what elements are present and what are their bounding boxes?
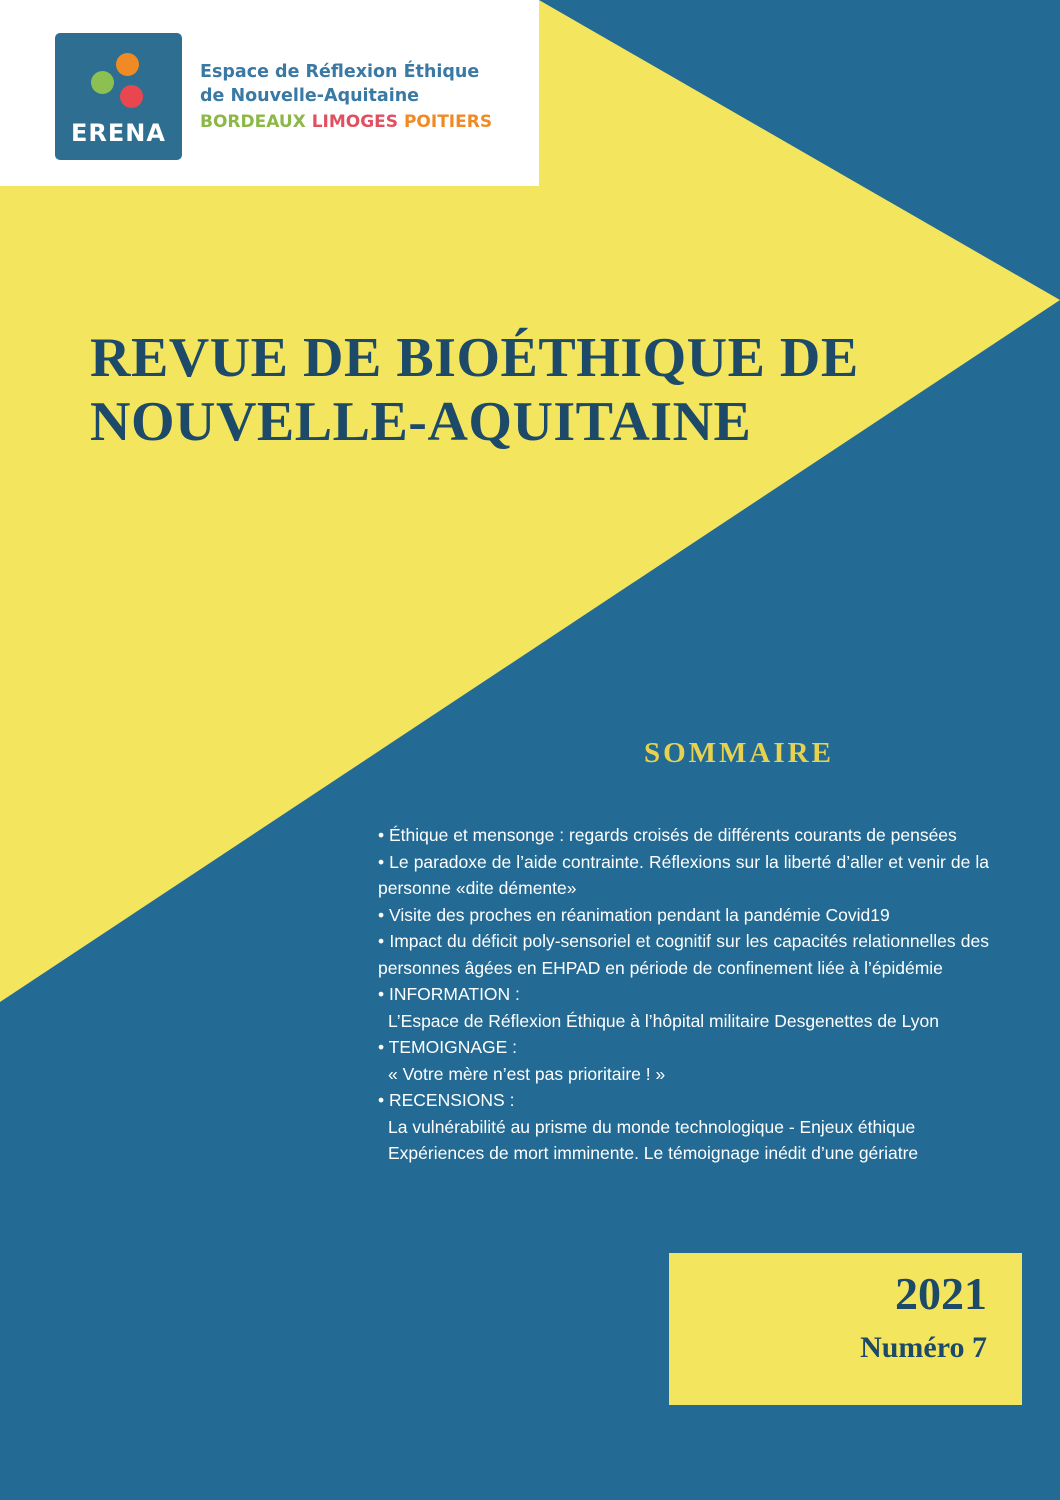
logo-header	[0, 0, 539, 186]
city-bordeaux: BORDEAUX	[200, 112, 306, 132]
orange-dot-icon	[116, 53, 139, 76]
toc-item-sensory-deficit: • Impact du déficit poly-sensoriel et cognitif sur les capacités relationnelles des personnes âgées en EHPAD en période de confinement liée à l’épidémie	[378, 931, 989, 978]
journal-title-line-1: REVUE DE BIOÉTHIQUE DE	[90, 327, 859, 389]
city-poitiers: POITIERS	[403, 112, 493, 132]
issue-box	[669, 1253, 1022, 1405]
toc-item-near-death: Expériences de mort imminente. Le témoignage inédit d’une gériatre	[388, 1143, 919, 1163]
toc-section-information: • INFORMATION :	[378, 984, 520, 1004]
erena-logo	[55, 33, 182, 160]
journal-title-line-2: NOUVELLE-AQUITAINE	[90, 391, 752, 453]
toc-item-vulnerability: La vulnérabilité au prisme du monde technologique - Enjeux éthique	[388, 1116, 916, 1137]
city-limoges: LIMOGES	[311, 112, 399, 132]
toc-section-testimony: • TEMOIGNAGE :	[378, 1037, 518, 1057]
toc-item-icu-visits: • Visite des proches en réanimation pendant la pandémie Covid19	[378, 904, 890, 925]
toc-item-military-hospital: L’Espace de Réflexion Éthique à l’hôpital militaire Desgenettes de Lyon	[388, 1010, 939, 1031]
toc-item-ethics-lies: • Éthique et mensonge : regards croisés de différents courants de pensées	[378, 825, 957, 845]
journal-title	[90, 326, 1020, 454]
toc-section-reviews: • RECENSIONS :	[378, 1090, 515, 1110]
issue-number: Numéro 7	[860, 1331, 987, 1364]
issue-year: 2021	[895, 1268, 987, 1319]
city-list	[200, 112, 492, 132]
toc-item-constrained-help: • Le paradoxe de l’aide contrainte. Réflexions sur la liberté d’aller et venir de la personne «dite démente»	[378, 851, 989, 898]
red-dot-icon	[120, 85, 143, 108]
toc-item-not-priority: « Votre mère n’est pas prioritaire ! »	[388, 1063, 666, 1084]
organization-name-line-1: Espace de Réflexion Éthique	[200, 62, 480, 82]
organization-name-line-2: de Nouvelle-Aquitaine	[200, 86, 420, 106]
table-of-contents	[378, 822, 989, 1167]
sommaire-heading: SOMMAIRE	[644, 737, 834, 769]
logo-wordmark: ERENA	[71, 119, 166, 147]
green-dot-icon	[91, 71, 114, 94]
